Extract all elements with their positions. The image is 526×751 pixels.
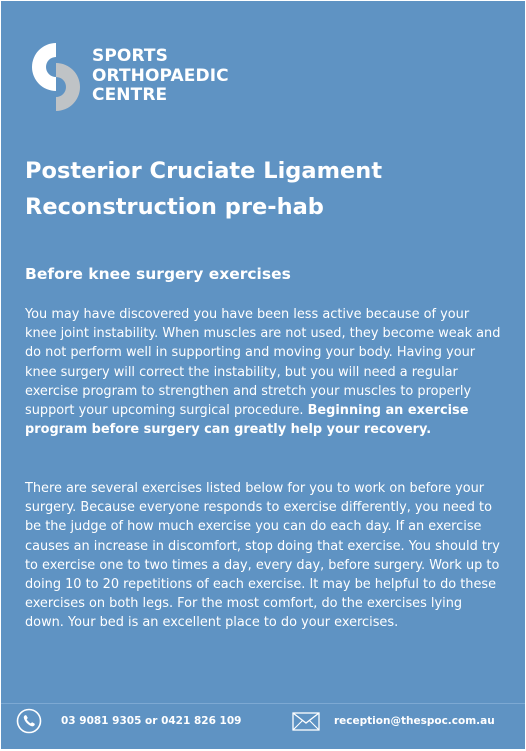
brand-line-3: CENTRE bbox=[92, 85, 168, 105]
intro-bold-text: Beginning an exercise program before surgery can greatly help your recovery. bbox=[25, 403, 469, 438]
brand-line-2: ORTHOPAEDIC bbox=[92, 65, 229, 86]
section-heading: Before knee surgery exercises bbox=[25, 265, 291, 283]
exercise-instructions-paragraph: There are several exercises listed below for you to work on before your surgery. Because everyone responds to exercise differently, you need to be the judge of how much exercise you can do each day. If an exercise causes an increase in discomfort, stop doing that exercise. You should try to exercise one to two times a day, every day, before surgery. Work up to doing 10 to 20 repetitions of each exercise. It may be helpful to do these exercises on both legs. For the most comfort, do the exercises lying down. Your bed is an excellent place to do your exercises. bbox=[25, 481, 500, 631]
phone-numbers[interactable]: 03 9081 9305 or 0421 826 109 bbox=[61, 715, 242, 727]
envelope-icon bbox=[292, 712, 320, 731]
brand-line-1: SPORTS bbox=[92, 46, 168, 66]
intro-text: You may have discovered you have been less active because of your knee joint instability. When muscles are not used, they become weak and do not perform well in supporting and moving your body. Having your knee surgery will correct the instability, but you will need a regular exercise program to strengthen and stretch your muscles to properly support your upcoming surgical procedure. bbox=[25, 307, 501, 419]
page-title: Posterior Cruciate Ligament Reconstruction pre-hab bbox=[25, 158, 383, 220]
footer-divider bbox=[1, 703, 525, 704]
document-page bbox=[1, 1, 525, 749]
email-link[interactable]: reception@thespoc.com.au bbox=[334, 715, 495, 727]
spoc-logo-icon bbox=[30, 41, 82, 113]
phone-icon bbox=[16, 708, 42, 734]
brand-name bbox=[92, 47, 229, 106]
intro-paragraph bbox=[25, 305, 503, 439]
